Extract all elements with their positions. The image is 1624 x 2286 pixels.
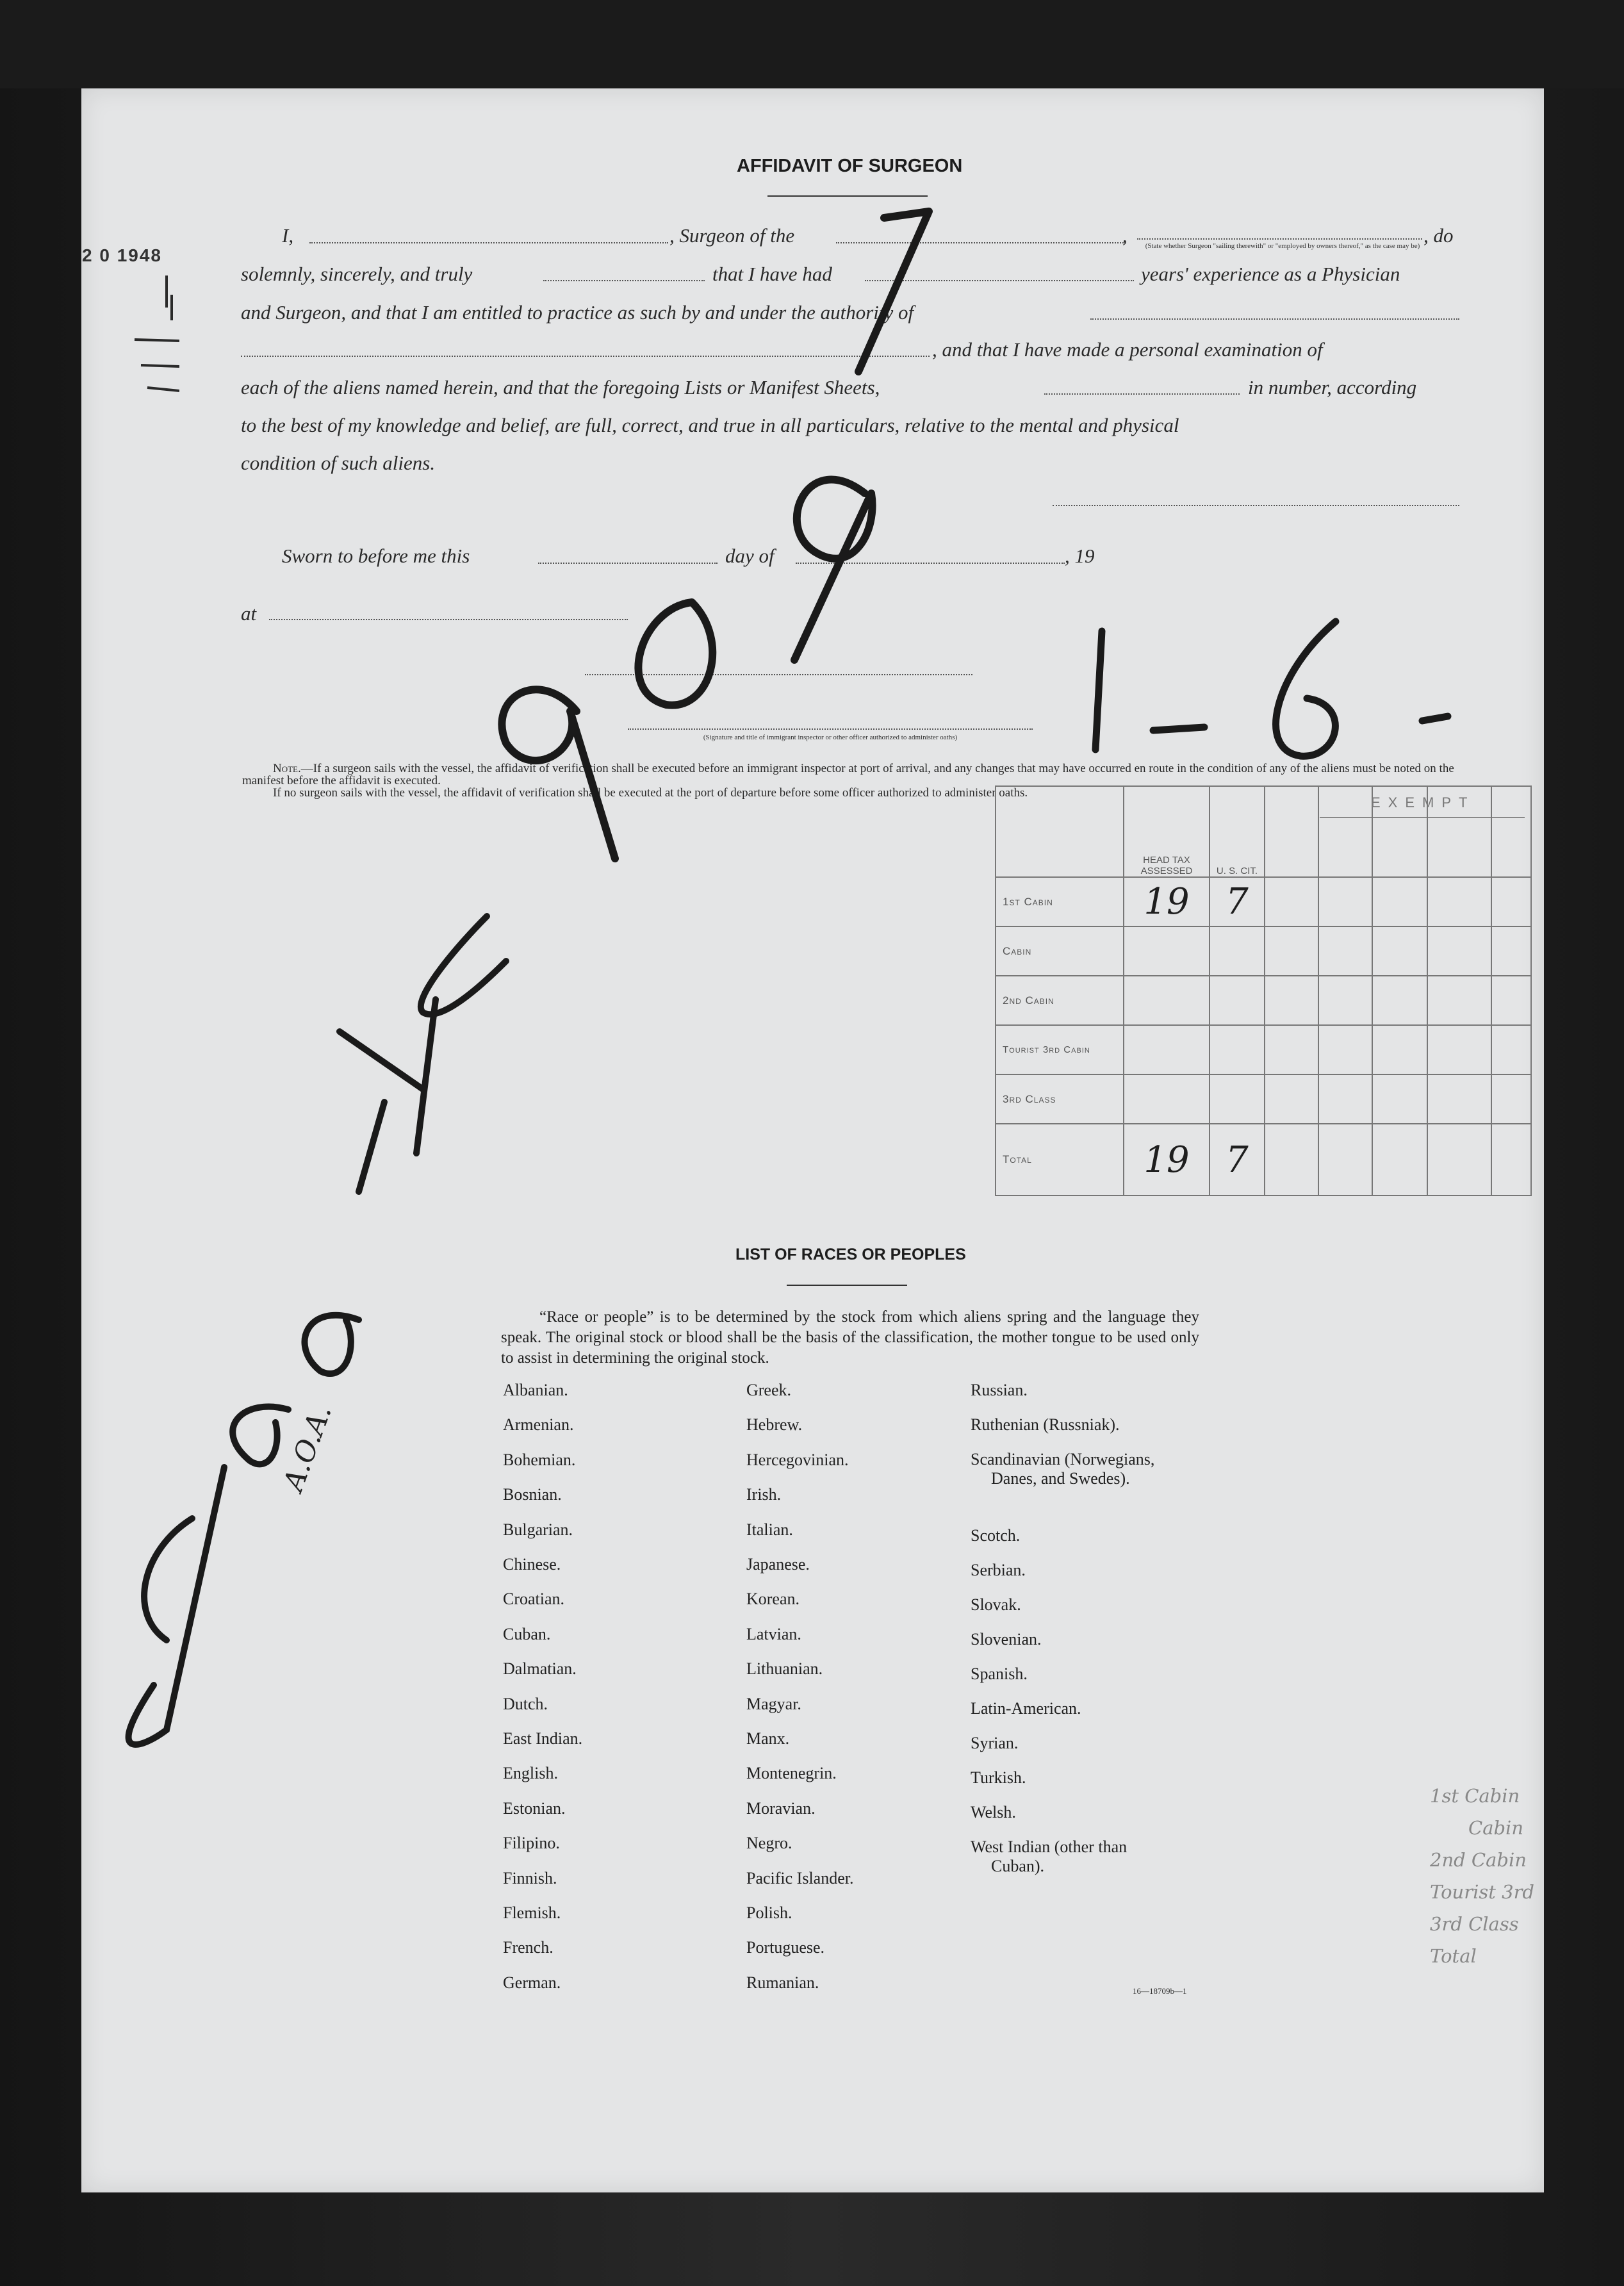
tax-cell-head-tax: 19 bbox=[1124, 1124, 1210, 1196]
race-item: West Indian (other than bbox=[971, 1838, 1128, 1856]
corner-stamp bbox=[1430, 1780, 1534, 1972]
race-item: Latvian. bbox=[746, 1624, 801, 1643]
inspector-signature-blank[interactable] bbox=[628, 728, 1033, 730]
corner-stamp-item: Total bbox=[1430, 1945, 1477, 1967]
tax-cell-head-tax bbox=[1124, 1074, 1210, 1124]
form-number: 16—18709b—1 bbox=[1133, 1986, 1187, 1996]
tax-row-total bbox=[996, 1124, 1531, 1196]
tax-row-1st-cabin bbox=[996, 877, 1531, 926]
note-label: Note. bbox=[273, 762, 301, 775]
race-item: Hercegovinian. bbox=[746, 1450, 849, 1469]
date-stamp: 2 0 1948 bbox=[82, 245, 162, 265]
affidavit-line2-c: years' experience as a Physician bbox=[1141, 263, 1400, 285]
note-text-1: —If a surgeon sails with the vessel, the affidavit of verification shall be executed before an immigrant inspector at port of arrival, and any changes that may have occurred en route in the condition of any of the aliens must be noted on the manifest before the affidavit is executed. bbox=[242, 762, 1454, 787]
race-item: Moravian. bbox=[746, 1798, 816, 1818]
corner-stamp-item: 3rd Class bbox=[1430, 1913, 1519, 1935]
race-item: Greek. bbox=[746, 1381, 792, 1399]
manner-blank[interactable] bbox=[543, 280, 705, 281]
top-dark-strip bbox=[0, 0, 1624, 88]
affidavit-line4: , and that I have made a personal examination of bbox=[932, 338, 1323, 361]
tax-header-row bbox=[996, 786, 1531, 877]
race-item: Rumanian. bbox=[746, 1973, 819, 1992]
affidavit-line5-b: in number, according bbox=[1248, 376, 1417, 399]
race-item: Lithuanian. bbox=[746, 1659, 823, 1679]
sworn-month-blank[interactable] bbox=[796, 563, 1065, 564]
race-item: English. bbox=[503, 1764, 558, 1783]
race-item: Cuban). bbox=[991, 1857, 1045, 1875]
race-item: Flemish. bbox=[503, 1904, 561, 1922]
sworn-b: day of bbox=[725, 545, 775, 567]
race-item: Spanish. bbox=[971, 1665, 1028, 1683]
race-item: Pacific Islander. bbox=[746, 1868, 854, 1887]
tax-row-label: 2nd Cabin bbox=[996, 976, 1124, 1025]
exempt-label: EXEMPT bbox=[1371, 794, 1475, 810]
race-item: Latin-American. bbox=[971, 1699, 1081, 1718]
race-item: Montenegrin. bbox=[746, 1764, 837, 1783]
races-intro: “Race or people” is to be determined by the stock from which aliens spring and the language they speak. The original stock or blood shall be the basis of the classification, the mother tongue to be used only to assist in determining the original stock. bbox=[501, 1308, 1199, 1367]
sworn-day-blank[interactable] bbox=[538, 563, 718, 564]
race-item: Japanese. bbox=[746, 1555, 810, 1574]
affidavit-title: AFFIDAVIT OF SURGEON bbox=[737, 156, 963, 176]
race-item: Danes, and Swedes). bbox=[991, 1469, 1130, 1488]
race-item: Armenian. bbox=[503, 1415, 574, 1435]
race-item: French. bbox=[503, 1938, 554, 1957]
race-item: Slovak. bbox=[971, 1595, 1021, 1614]
race-item: East Indian. bbox=[503, 1729, 583, 1748]
vessel-blank[interactable] bbox=[836, 242, 1126, 243]
affidavit-line2-b: that I have had bbox=[712, 263, 832, 285]
affidavit-line6: to the best of my knowledge and belief, are full, correct, and true in all particulars, relative to the mental and physical bbox=[241, 414, 1179, 436]
tax-cell-head-tax bbox=[1124, 926, 1210, 976]
tax-cell-head-tax: 19 bbox=[1124, 877, 1210, 926]
authority-blank-2[interactable] bbox=[241, 356, 930, 357]
affidavit-line3: and Surgeon, and that I am entitled to practice as such by and under the authority of bbox=[241, 301, 914, 324]
race-item: Korean. bbox=[746, 1590, 800, 1609]
years-blank[interactable] bbox=[865, 280, 1134, 281]
head-tax-table bbox=[995, 785, 1532, 1196]
race-item: Albanian. bbox=[503, 1381, 568, 1399]
race-item: Dalmatian. bbox=[503, 1659, 577, 1679]
affidavit-line1-b: , Surgeon of the bbox=[669, 224, 795, 247]
tax-cell-head-tax bbox=[1124, 976, 1210, 1025]
inspector-blank-1[interactable] bbox=[585, 674, 972, 675]
tax-cell-us-cit bbox=[1210, 976, 1265, 1025]
sworn-a: Sworn to before me this bbox=[282, 545, 470, 567]
race-item: Bosnian. bbox=[503, 1485, 562, 1504]
at-place-blank[interactable] bbox=[269, 619, 628, 620]
race-item: Irish. bbox=[746, 1485, 782, 1504]
tax-cell-us-cit bbox=[1210, 926, 1265, 976]
svg-text:A.O.A.: A.O.A. bbox=[277, 1400, 338, 1495]
race-item: Bulgarian. bbox=[503, 1520, 573, 1539]
tax-header-col4 bbox=[1265, 786, 1318, 877]
tax-header-head-tax: HEAD TAX ASSESSED bbox=[1124, 786, 1210, 877]
affidavit-line1-c: , bbox=[1122, 224, 1128, 247]
race-item: Magyar. bbox=[746, 1694, 801, 1713]
race-item: Chinese. bbox=[503, 1555, 561, 1574]
margin-marks bbox=[122, 269, 179, 404]
authority-blank[interactable] bbox=[1090, 318, 1459, 320]
affidavit-line1-d: , do bbox=[1423, 224, 1454, 247]
tax-header-col6 bbox=[1372, 786, 1427, 877]
surgeon-name-blank[interactable] bbox=[309, 242, 668, 243]
tax-header-col7 bbox=[1427, 786, 1491, 877]
signature-caption: (Signature and title of immigrant inspector or other officer authorized to administer oaths) bbox=[703, 734, 958, 741]
race-item: Negro. bbox=[746, 1834, 792, 1853]
tax-cell-head-tax bbox=[1124, 1025, 1210, 1074]
race-item: Cuban. bbox=[503, 1624, 551, 1643]
tax-row-3rd-class bbox=[996, 1074, 1531, 1124]
sheets-count-blank[interactable] bbox=[1044, 393, 1240, 395]
race-item: Croatian. bbox=[503, 1590, 565, 1609]
corner-stamp-item: Cabin bbox=[1468, 1817, 1523, 1839]
race-item: Syrian. bbox=[971, 1734, 1019, 1752]
tax-row-2nd-cabin bbox=[996, 976, 1531, 1025]
race-item: Finnish. bbox=[503, 1868, 557, 1887]
tax-row-tourist bbox=[996, 1025, 1531, 1074]
affidavit-line2-a: solemnly, sincerely, and truly bbox=[241, 263, 473, 285]
surgeon-signature-blank[interactable] bbox=[1053, 505, 1459, 506]
tax-cell-us-cit: 7 bbox=[1210, 1124, 1265, 1196]
surgeon-type-blank[interactable] bbox=[1137, 238, 1422, 240]
corner-stamp-item: 1st Cabin bbox=[1430, 1785, 1520, 1807]
corner-stamp-item: 2nd Cabin bbox=[1430, 1849, 1527, 1871]
race-item: Welsh. bbox=[971, 1803, 1016, 1821]
race-item: Italian. bbox=[746, 1520, 793, 1539]
corner-stamp-item: Tourist 3rd bbox=[1430, 1881, 1534, 1903]
tax-row-label: 1st Cabin bbox=[996, 877, 1124, 926]
tax-header-blank bbox=[996, 786, 1124, 877]
race-item: Filipino. bbox=[503, 1834, 560, 1853]
tax-cell-us-cit bbox=[1210, 1025, 1265, 1074]
race-item: Slovenian. bbox=[971, 1630, 1042, 1649]
race-item: Estonian. bbox=[503, 1798, 566, 1818]
at-label: at bbox=[241, 602, 257, 625]
race-item: Ruthenian (Russniak). bbox=[971, 1415, 1120, 1434]
tax-header-us-cit: U. S. CIT. bbox=[1210, 786, 1265, 877]
tax-cell-us-cit: 7 bbox=[1210, 877, 1265, 926]
race-item: Scandinavian (Norwegians, bbox=[971, 1450, 1155, 1468]
race-item: Russian. bbox=[971, 1381, 1028, 1399]
tax-row-cabin bbox=[996, 926, 1531, 976]
tax-cell-us-cit bbox=[1210, 1074, 1265, 1124]
tax-row-label: Total bbox=[996, 1124, 1124, 1196]
race-item: Hebrew. bbox=[746, 1415, 803, 1435]
affidavit-line7: condition of such aliens. bbox=[241, 452, 436, 474]
note-text-2: If no surgeon sails with the vessel, the affidavit of verification shall be executed at the port of departure before some officer authorized to administer oaths. bbox=[273, 786, 1028, 800]
race-item: Manx. bbox=[746, 1729, 790, 1748]
affidavit-line1-a: I, bbox=[282, 224, 294, 247]
race-item: Turkish. bbox=[971, 1768, 1026, 1787]
surgeon-type-note: (State whether Surgeon "sailing therewith" or "employed by owners thereof," as the case may be) bbox=[1145, 242, 1420, 250]
tax-row-label: 3rd Class bbox=[996, 1074, 1124, 1124]
race-item: German. bbox=[503, 1973, 561, 1992]
races-title-underline bbox=[787, 1285, 907, 1286]
tax-header-col5 bbox=[1318, 786, 1372, 877]
sworn-c: , 19 bbox=[1065, 545, 1095, 567]
race-item: Dutch. bbox=[503, 1694, 548, 1713]
tax-row-label: Cabin bbox=[996, 926, 1124, 976]
race-item: Scotch. bbox=[971, 1526, 1021, 1545]
affidavit-line5-a: each of the aliens named herein, and that the foregoing Lists or Manifest Sheets, bbox=[241, 376, 880, 399]
races-title: LIST OF RACES OR PEOPLES bbox=[735, 1246, 966, 1263]
race-item: Portuguese. bbox=[746, 1938, 825, 1957]
race-item: Bohemian. bbox=[503, 1450, 576, 1469]
tax-row-label: Tourist 3rd Cabin bbox=[996, 1025, 1124, 1074]
tax-header-col8 bbox=[1491, 786, 1531, 877]
race-item: Serbian. bbox=[971, 1561, 1026, 1579]
race-item: Polish. bbox=[746, 1904, 792, 1922]
title-underline bbox=[767, 195, 928, 197]
